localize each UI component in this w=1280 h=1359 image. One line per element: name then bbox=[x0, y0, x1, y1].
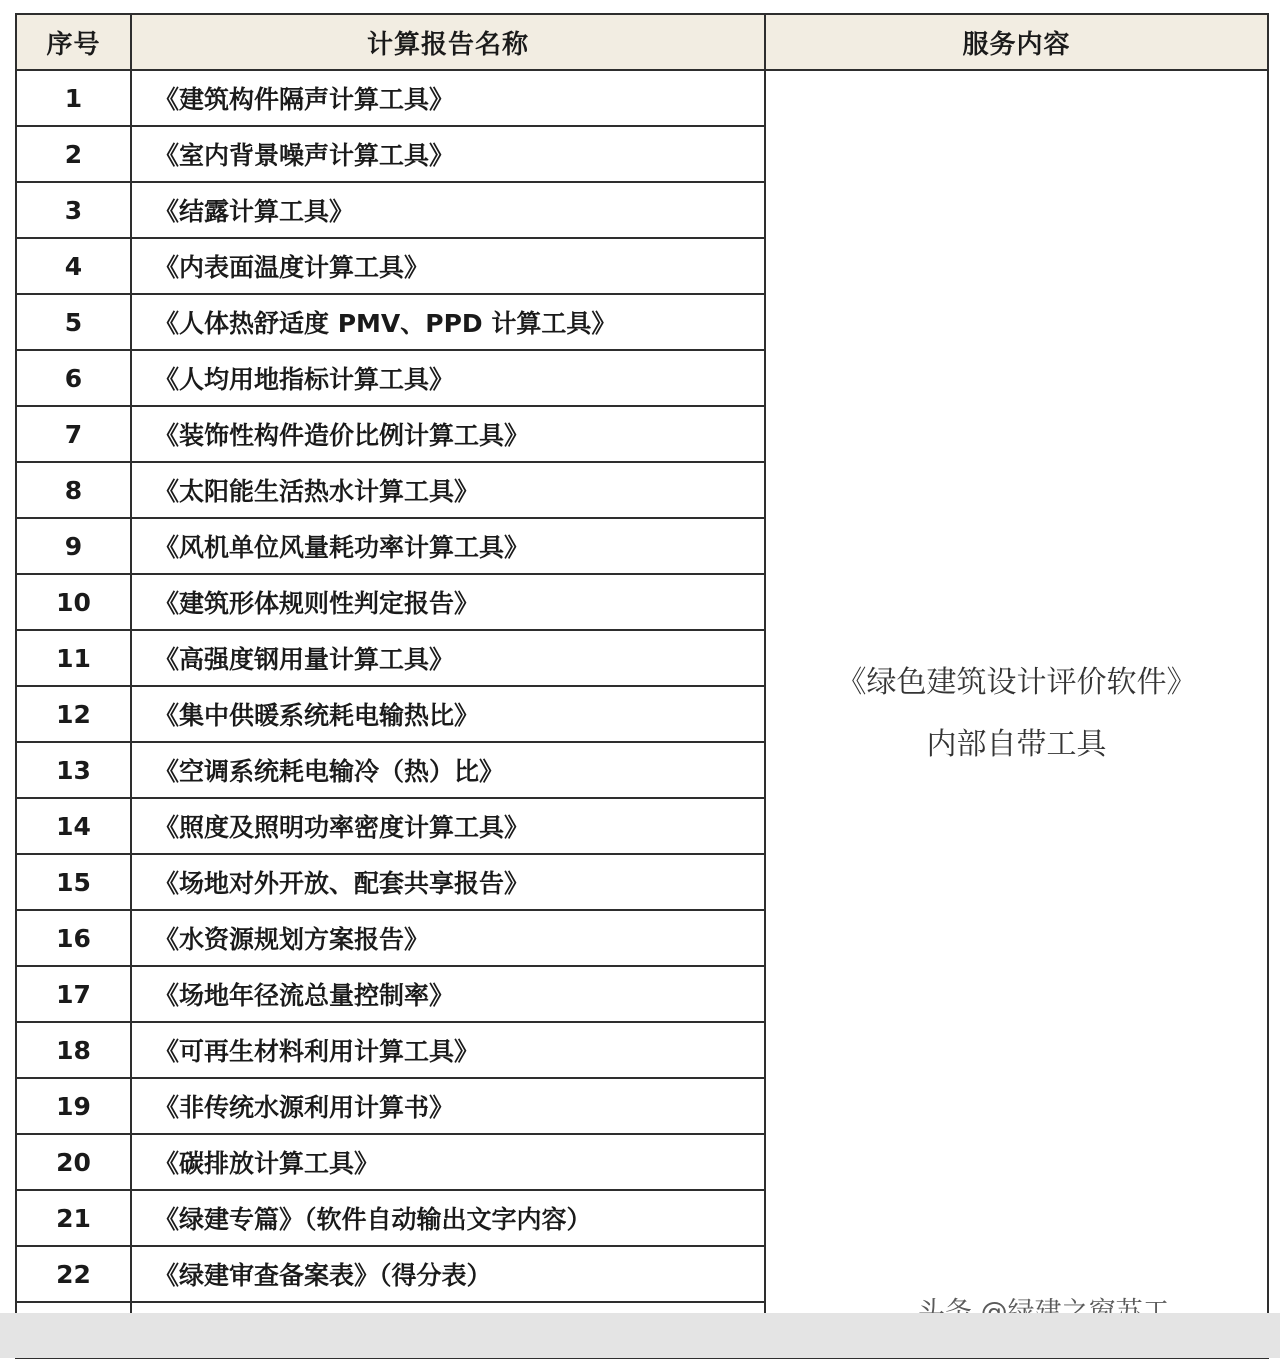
report-name: 《集中供暖系统耗电输热比》 bbox=[131, 686, 765, 742]
report-table bbox=[15, 13, 1269, 1359]
report-name: 《高强度钢用量计算工具》 bbox=[131, 630, 765, 686]
row-number: 4 bbox=[16, 238, 131, 294]
report-name: 《照度及照明功率密度计算工具》 bbox=[131, 798, 765, 854]
report-name: 《建筑构件隔声计算工具》 bbox=[131, 70, 765, 126]
report-name: 《绿建专篇》（软件自动输出文字内容） bbox=[131, 1190, 765, 1246]
service-description: 内部自带工具 bbox=[926, 727, 1107, 762]
row-number: 9 bbox=[16, 518, 131, 574]
header-number: 序号 bbox=[16, 14, 131, 70]
row-number: 3 bbox=[16, 182, 131, 238]
report-name: 《场地年径流总量控制率》 bbox=[131, 966, 765, 1022]
header-report-name: 计算报告名称 bbox=[131, 14, 765, 70]
report-name: 《空调系统耗电输冷（热）比》 bbox=[131, 742, 765, 798]
report-name: 《内表面温度计算工具》 bbox=[131, 238, 765, 294]
row-number: 19 bbox=[16, 1078, 131, 1134]
row-number: 17 bbox=[16, 966, 131, 1022]
report-name: 《碳排放计算工具》 bbox=[131, 1134, 765, 1190]
table-body bbox=[16, 70, 1268, 1358]
row-number: 6 bbox=[16, 350, 131, 406]
report-name: 《可再生材料利用计算工具》 bbox=[131, 1022, 765, 1078]
row-number: 1 bbox=[16, 70, 131, 126]
report-name: 《装饰性构件造价比例计算工具》 bbox=[131, 406, 765, 462]
report-name: 《绿建审查备案表》（得分表） bbox=[131, 1246, 765, 1302]
row-number: 7 bbox=[16, 406, 131, 462]
row-number: 11 bbox=[16, 630, 131, 686]
report-name: 《水资源规划方案报告》 bbox=[131, 910, 765, 966]
report-name: 《结露计算工具》 bbox=[131, 182, 765, 238]
service-content-cell bbox=[765, 70, 1268, 1358]
report-name: 《风机单位风量耗功率计算工具》 bbox=[131, 518, 765, 574]
report-table-container bbox=[15, 13, 1267, 1313]
row-number: 10 bbox=[16, 574, 131, 630]
row-number: 16 bbox=[16, 910, 131, 966]
row-number: 8 bbox=[16, 462, 131, 518]
row-number: 20 bbox=[16, 1134, 131, 1190]
report-name: 《人均用地指标计算工具》 bbox=[131, 350, 765, 406]
table-row bbox=[16, 70, 1268, 126]
row-number: 12 bbox=[16, 686, 131, 742]
report-name: 《场地对外开放、配套共享报告》 bbox=[131, 854, 765, 910]
report-name: 《太阳能生活热水计算工具》 bbox=[131, 462, 765, 518]
row-number: 15 bbox=[16, 854, 131, 910]
row-number: 22 bbox=[16, 1246, 131, 1302]
header-service-content: 服务内容 bbox=[765, 14, 1268, 70]
row-number: 2 bbox=[16, 126, 131, 182]
report-name: 《室内背景噪声计算工具》 bbox=[131, 126, 765, 182]
row-number: 14 bbox=[16, 798, 131, 854]
report-name: 《建筑形体规则性判定报告》 bbox=[131, 574, 765, 630]
service-software-name: 《绿色建筑设计评价软件》 bbox=[836, 665, 1197, 700]
row-number: 21 bbox=[16, 1190, 131, 1246]
table-header-row bbox=[16, 14, 1268, 70]
bottom-strip bbox=[0, 1313, 1280, 1358]
report-name: 《人体热舒适度 PMV、PPD 计算工具》 bbox=[131, 294, 765, 350]
row-number: 13 bbox=[16, 742, 131, 798]
report-name: 《非传统水源利用计算书》 bbox=[131, 1078, 765, 1134]
row-number: 5 bbox=[16, 294, 131, 350]
row-number: 18 bbox=[16, 1022, 131, 1078]
